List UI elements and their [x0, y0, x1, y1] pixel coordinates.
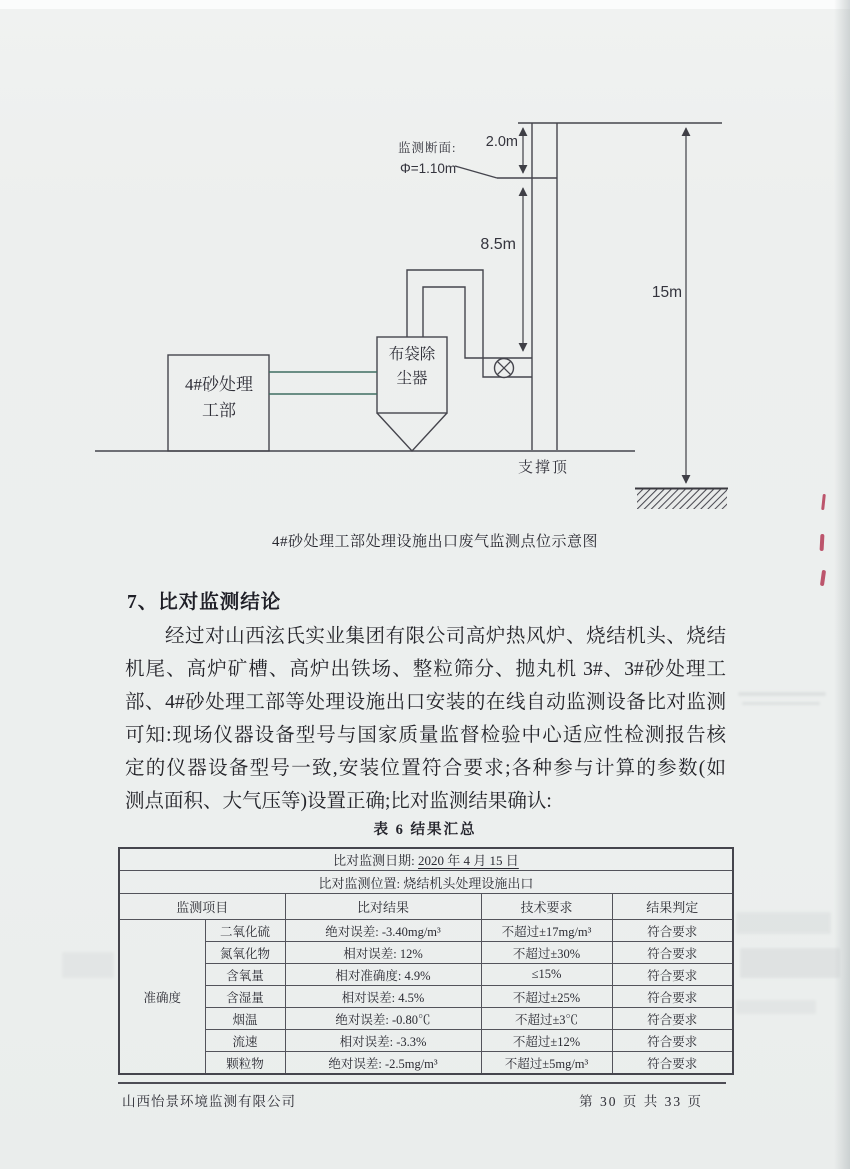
cell-result: 绝对误差: -0.80℃: [285, 1008, 481, 1030]
footer-divider: [118, 1082, 726, 1084]
conclusion-paragraph: [125, 620, 726, 818]
cell-result: 相对误差: 12%: [285, 942, 481, 964]
table-row-location: [119, 871, 733, 894]
cell-judgement: 符合要求: [612, 942, 733, 964]
cell-requirement: 不超过±5mg/m³: [481, 1052, 612, 1075]
cell-item: 二氧化硫: [205, 920, 285, 942]
cell-requirement: 不超过±12%: [481, 1030, 612, 1052]
cell-requirement: 不超过±25%: [481, 986, 612, 1008]
cell-judgement: 符合要求: [612, 1030, 733, 1052]
scan-artifact-smudge: [738, 692, 826, 696]
bag-filter-box-label: 布袋除尘器: [388, 346, 436, 388]
header-item: 监测项目: [119, 894, 285, 920]
footer-company: 山西怡景环境监测有限公司: [122, 1094, 296, 1109]
group-label-cell: 准确度: [119, 920, 205, 1075]
cell-item: 含氧量: [205, 964, 285, 986]
scan-artifact-smudge: [62, 952, 114, 978]
cell-judgement: 符合要求: [612, 986, 733, 1008]
cell-result: 相对准确度: 4.9%: [285, 964, 481, 986]
header-result: 比对结果: [285, 894, 481, 920]
table-row: [119, 942, 733, 964]
header-judgement: 结果判定: [612, 894, 733, 920]
cell-item: 烟温: [205, 1008, 285, 1030]
diagram-linework: [0, 0, 850, 560]
cell-item: 颗粒物: [205, 1052, 285, 1075]
cell-result: 相对误差: 4.5%: [285, 986, 481, 1008]
cell-item: 含湿量: [205, 986, 285, 1008]
date-value: 2020 年 4 月 15 日: [418, 853, 519, 868]
dimension-8-5m-label: 8.5m: [480, 236, 516, 253]
scan-edge-shadow: [834, 0, 850, 1169]
table-row-date: [119, 848, 733, 871]
location-cell: [119, 871, 733, 894]
cell-requirement: 不超过±17mg/m³: [481, 920, 612, 942]
cell-result: 相对误差: -3.3%: [285, 1030, 481, 1052]
header-requirement: 技术要求: [481, 894, 612, 920]
scan-artifact-smudge: [740, 948, 840, 978]
paragraph-line: 部、4#砂处理工部等处理设施出口安装的在线自动监测设备比对监测: [125, 692, 726, 713]
comparison-result-table: [118, 847, 734, 1075]
paragraph-line: 测点面积、大气压等)设置正确;比对监测结果确认:: [125, 791, 552, 812]
diagram-caption: 4#砂处理工部处理设施出口废气监测点位示意图: [271, 534, 598, 550]
cell-requirement: 不超过±30%: [481, 942, 612, 964]
cell-result: 绝对误差: -3.40mg/m³: [285, 920, 481, 942]
table-row: [119, 1052, 733, 1075]
scan-artifact-smudge: [736, 912, 831, 934]
scan-artifact-smudge: [742, 702, 820, 705]
section-heading: 7、比对监测结论: [127, 592, 282, 613]
paragraph-line: 经过对山西泫氏实业集团有限公司高炉热风炉、烧结机头、烧结: [165, 626, 726, 647]
cell-item: 氮氧化物: [205, 942, 285, 964]
sand-workshop-box-label: 4#砂处理工部: [185, 375, 253, 421]
table-row: [119, 1030, 733, 1052]
cell-judgement: 符合要求: [612, 1008, 733, 1030]
monitoring-section-label: 监测断面:: [398, 141, 457, 155]
cell-requirement: 不超过±3℃: [481, 1008, 612, 1030]
cell-result: 绝对误差: -2.5mg/m³: [285, 1052, 481, 1075]
monitoring-point-diagram: [0, 0, 850, 560]
paragraph-line: 机尾、高炉矿槽、高炉出铁场、整粒筛分、抛丸机 3#、3#砂处理工: [125, 659, 726, 680]
cell-judgement: 符合要求: [612, 1052, 733, 1075]
paragraph-line: 定的仪器设备型号一致,安装位置符合要求;各种参与计算的参数(如: [125, 758, 726, 779]
table-caption: 表 6 结果汇总: [373, 822, 477, 838]
cell-requirement: ≤15%: [481, 964, 612, 986]
footer-page-number: 第 30 页 共 33 页: [579, 1094, 703, 1109]
table-row: [119, 964, 733, 986]
scan-artifact-red-mark: [820, 570, 826, 586]
cell-item: 流速: [205, 1030, 285, 1052]
scan-artifact-smudge: [736, 1000, 816, 1014]
date-label: 比对监测日期:: [333, 853, 415, 868]
dimension-2m-label: 2.0m: [485, 134, 518, 150]
cell-judgement: 符合要求: [612, 964, 733, 986]
location-value: 烧结机头处理设施出口: [403, 875, 534, 891]
support-top-label: 支撑顶: [518, 460, 570, 476]
paragraph-line: 可知:现场仪器设备型号与国家质量监督检验中心适应性检测报告核: [125, 725, 726, 746]
table-row: [119, 986, 733, 1008]
location-label: 比对监测位置:: [318, 875, 401, 891]
ground-hatch: [637, 489, 727, 509]
dimension-15m-label: 15m: [651, 284, 682, 301]
table-row: [119, 920, 733, 942]
cell-judgement: 符合要求: [612, 920, 733, 942]
table-header-row: [119, 894, 733, 920]
table-row: [119, 1008, 733, 1030]
date-cell: [119, 848, 733, 871]
stack-diameter-label: Φ=1.10m: [400, 161, 457, 176]
